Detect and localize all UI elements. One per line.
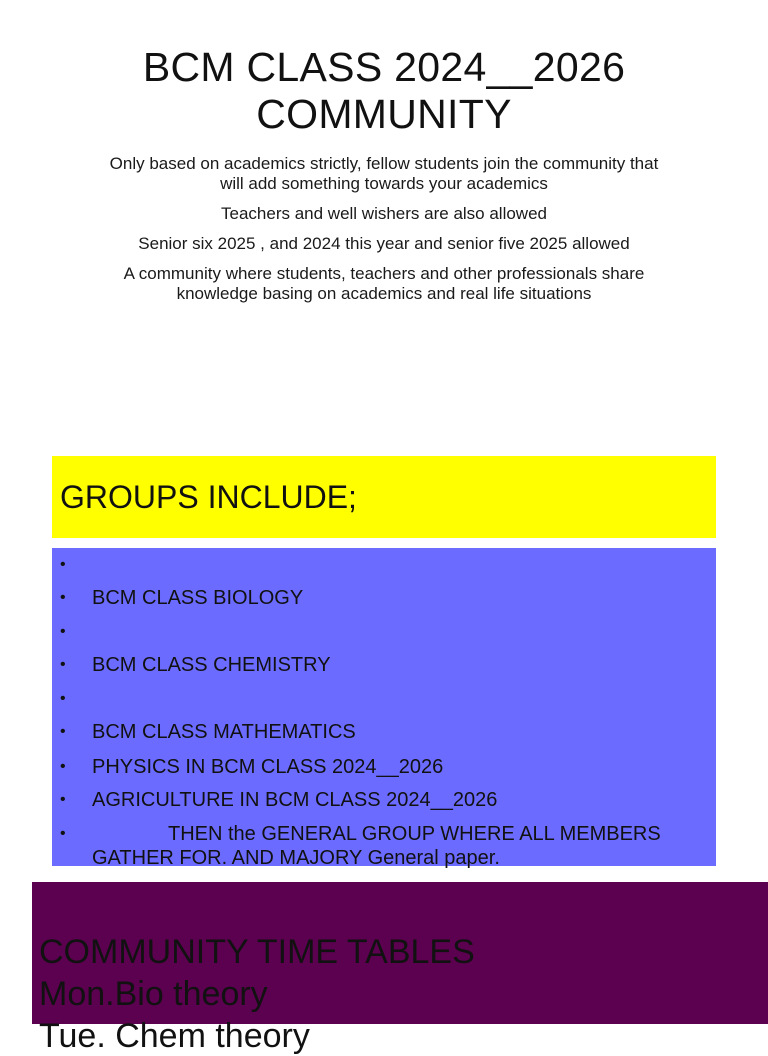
bullet-icon: • (60, 791, 66, 808)
groups-header (52, 456, 716, 538)
list-item-text: PHYSICS IN BCM CLASS 2024__2026 (92, 756, 444, 778)
bullet-icon: • (60, 623, 66, 640)
list-item-text: BCM CLASS MATHEMATICS (92, 721, 356, 743)
list-item-text: AGRICULTURE IN BCM CLASS 2024__2026 (92, 789, 498, 811)
bullet-icon: • (60, 723, 66, 740)
bullet-icon: • (60, 589, 66, 606)
list-item-text: THEN the GENERAL GROUP WHERE ALL MEMBERS GATHER FOR. AND MAJORY General paper. (92, 823, 661, 869)
intro-paragraph: Only based on academics strictly, fellow students join the community that will add something towards your academics (109, 154, 659, 193)
title-line-2: COMMUNITY (256, 91, 512, 137)
timetable-heading: COMMUNITY TIME TABLES (39, 933, 475, 971)
intro-section (0, 154, 768, 314)
bullet-icon: • (60, 656, 66, 673)
timetable-line: Mon.Bio theory (39, 975, 268, 1013)
timetable-line: Tue. Chem theory (39, 1017, 310, 1055)
page-title (0, 44, 768, 138)
groups-header-label: GROUPS INCLUDE; (60, 479, 357, 515)
timetable-panel (32, 882, 768, 1055)
title-line-1: BCM CLASS 2024__2026 (142, 44, 626, 90)
bullet-icon: • (60, 556, 66, 573)
groups-list-panel (52, 548, 716, 869)
intro-paragraph: Senior six 2025 , and 2024 this year and senior five 2025 allowed (138, 234, 630, 253)
list-item-text: BCM CLASS BIOLOGY (92, 587, 304, 609)
intro-paragraph: Teachers and well wishers are also allowed (221, 204, 547, 223)
bullet-icon: • (60, 825, 66, 842)
list-item-text: BCM CLASS CHEMISTRY (92, 654, 331, 676)
bullet-icon: • (60, 758, 66, 775)
intro-paragraph: A community where students, teachers and other professionals share knowledge basing on academics and real life situations (123, 264, 645, 303)
bullet-icon: • (60, 690, 66, 707)
